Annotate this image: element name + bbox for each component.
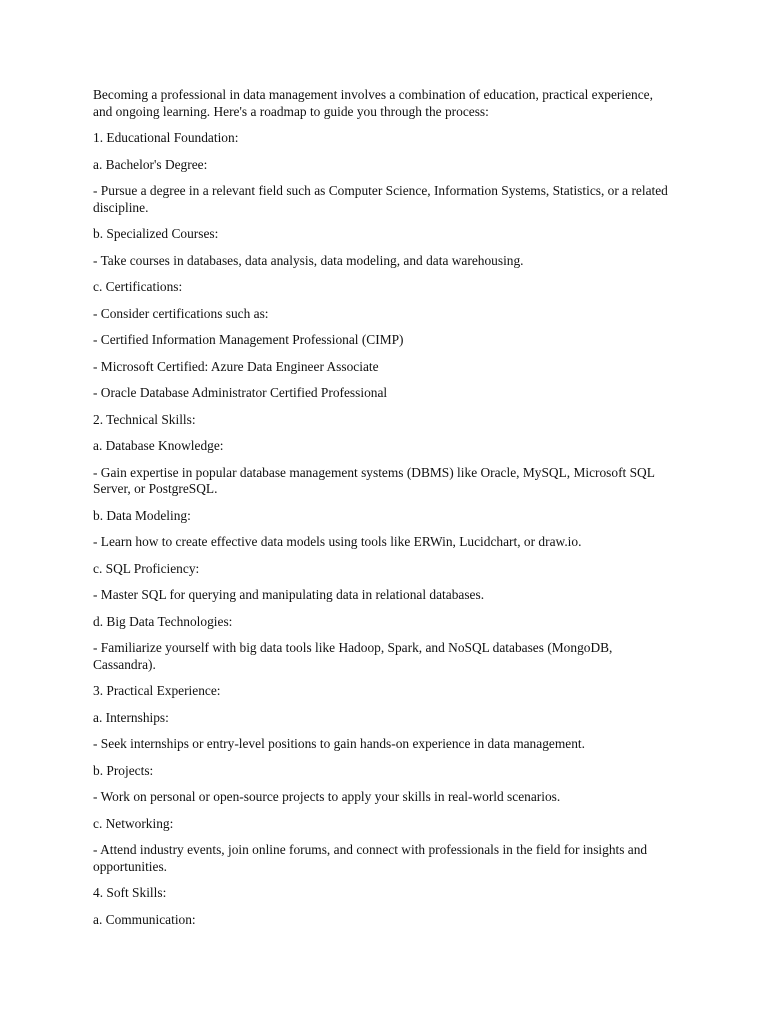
document-page	[93, 87, 668, 938]
subheading-sql-proficiency: c. SQL Proficiency:	[93, 560, 200, 576]
subheading-internships: a. Internships:	[93, 709, 169, 725]
subheading-communication: a. Communication:	[93, 911, 196, 927]
bullet-azure-data-engineer: - Microsoft Certified: Azure Data Engineer Associate	[93, 358, 379, 374]
bullet-master-sql: - Master SQL for querying and manipulating data in relational databases.	[93, 587, 485, 602]
bullet-work-on-projects: - Work on personal or open-source projects to apply your skills in real-world scenarios.	[93, 789, 561, 804]
bullet-consider-certifications: - Consider certifications such as:	[93, 305, 269, 321]
section-heading-soft-skills: 4. Soft Skills:	[93, 885, 167, 900]
bullet-gain-expertise: - Gain expertise in popular database management systems (DBMS) like Oracle, MySQL, Microsoft SQL Server, or PostgreSQL.	[93, 464, 655, 496]
bullet-pursue-degree: - Pursue a degree in a relevant field such as Computer Science, Information Systems, Statistics, or a related discipline.	[93, 183, 668, 215]
section-heading-technical-skills: 2. Technical Skills:	[93, 411, 196, 427]
section-heading-practical-experience: 3. Practical Experience:	[93, 683, 221, 698]
intro-paragraph: Becoming a professional in data management involves a combination of education, practical experience, and ongoing learning. Here's a roadmap to guide you through the process:	[93, 87, 653, 119]
bullet-attend-events: - Attend industry events, join online forums, and connect with professionals in the field for insights and opportunities.	[93, 842, 648, 874]
subheading-networking: c. Networking:	[93, 815, 174, 831]
bullet-cimp: - Certified Information Management Professional (CIMP)	[93, 332, 404, 347]
bullet-seek-internships: - Seek internships or entry-level positions to gain hands-on experience in data management.	[93, 736, 585, 751]
bullet-familiarize-big-data: - Familiarize yourself with big data tools like Hadoop, Spark, and NoSQL databases (MongoDB, Cassandra).	[93, 640, 613, 672]
bullet-take-courses: - Take courses in databases, data analysis, data modeling, and data warehousing.	[93, 252, 524, 268]
subheading-big-data: d. Big Data Technologies:	[93, 613, 233, 629]
subheading-certifications: c. Certifications:	[93, 279, 183, 294]
section-heading-educational-foundation: 1. Educational Foundation:	[93, 130, 239, 145]
subheading-database-knowledge: a. Database Knowledge:	[93, 438, 224, 453]
subheading-bachelors-degree: a. Bachelor's Degree:	[93, 156, 208, 172]
bullet-learn-data-models: - Learn how to create effective data models using tools like ERWin, Lucidchart, or draw.io.	[93, 534, 582, 549]
subheading-specialized-courses: b. Specialized Courses:	[93, 226, 219, 241]
subheading-data-modeling: b. Data Modeling:	[93, 507, 191, 523]
bullet-oracle-dba: - Oracle Database Administrator Certified Professional	[93, 385, 388, 400]
subheading-projects: b. Projects:	[93, 762, 154, 778]
